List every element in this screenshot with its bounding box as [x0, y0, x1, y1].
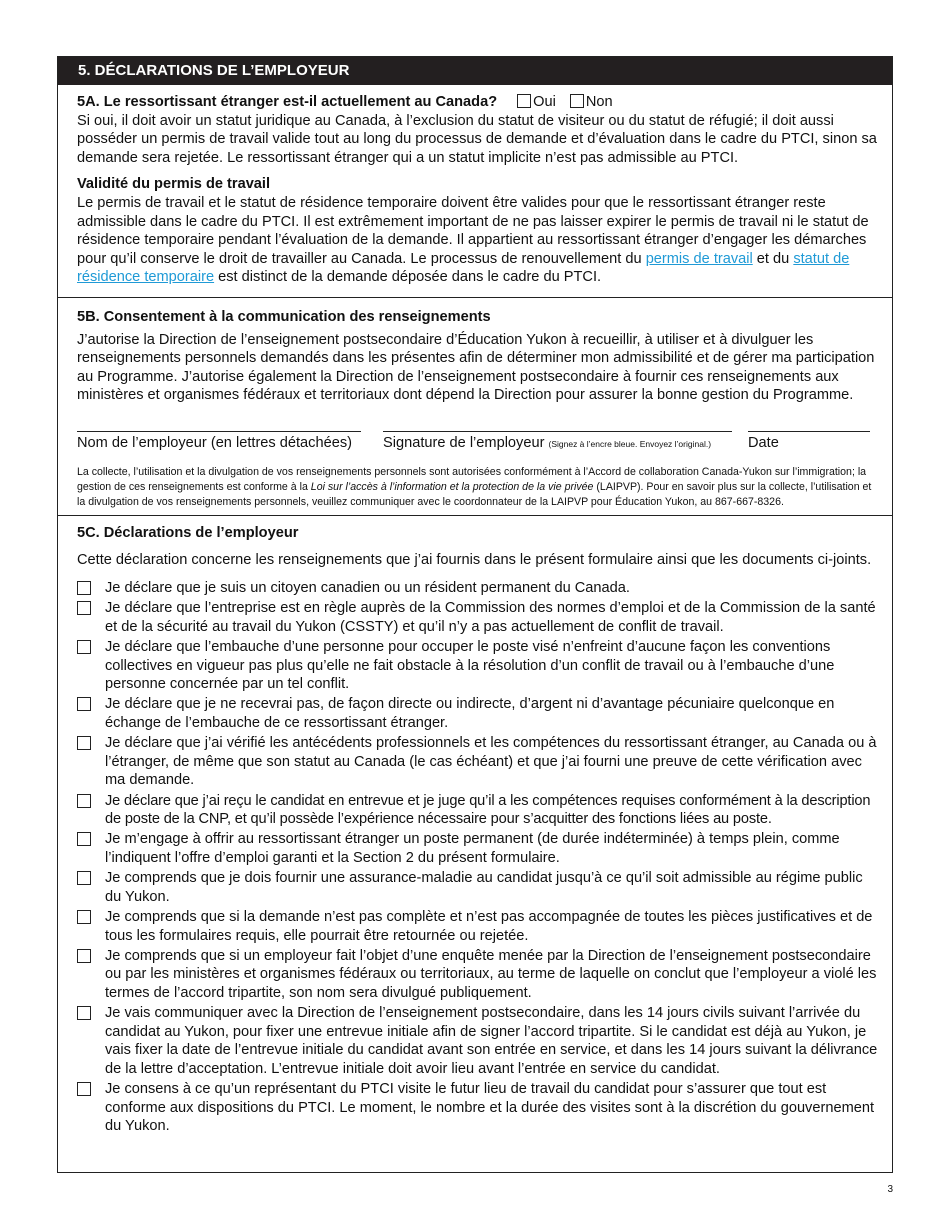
- declaration-checkbox[interactable]: [77, 832, 91, 846]
- declaration-text: Je vais communiquer avec la Direction de l’enseignement postsecondaire, dans les 14 jours civils suivant l’arrivée du candidat au Yukon, pour fixer une entrevue initiale afin de signer l’accord tripartite. Si le candidat est déjà au Yukon, je vais fixer la date de l’entrevue initiale du candidat avant son entrée en service, et dans les 14 jours suivant la délivrance de la lettre d’acceptation. L’entrevue initiale doit avoir lieu avant l’entrée en service du candidat.: [105, 1005, 878, 1077]
- declaration-text: Je m’engage à offrir au ressortissant étranger un poste permanent (de durée indéterminée) à temps plein, comme l’indiquent l’offre d’emploi garanti et la Section 2 du présent formulaire.: [105, 831, 840, 866]
- validity-body: Le permis de travail et le statut de résidence temporaire doivent être valides pour que le ressortissant étranger reste admissible dans le cadre du PTCI. Il est extrêmement important de ne pas laisser expirer le permis de travail ni le statut de résidence temporaire pendant l’évaluation de la demande. Il appartient au ressortissant étranger d’engager les démarches pour qu’il conserve le droit de travailler au Canada. Le processus de renouvellement du: [77, 194, 869, 267]
- employer-name-label: Nom de l’employeur (en lettres détachées): [77, 434, 352, 451]
- declaration-text: Je déclare que l’entreprise est en règle auprès de la Commission des normes d’emploi et de la Commission de la santé et de la sécurité au travail du Yukon (CSSTY) et qu’il n’y a pas actuellement de conflit de travail.: [105, 600, 876, 635]
- declaration-item: [77, 579, 882, 598]
- declaration-checkbox[interactable]: [77, 697, 91, 711]
- privacy-text-b: (LAIPVP). Pour en savoir plus sur la collecte, l’utilisation et la divulgation de vos renseignements personnels, veuillez communiquer avec le coordonnateur de la LAIPVP pour Éducation Yukon, au 867-667-8326.: [77, 480, 872, 508]
- validity-and: et du: [752, 250, 794, 267]
- declaration-item: [77, 908, 882, 945]
- oui-label: Oui: [533, 94, 556, 110]
- declaration-text: Je comprends que si un employeur fait l’objet d’une enquête menée par la Direction de l’enseignement postsecondaire ou par les ministères et organismes fédéraux ou territoriaux, au terme de laquelle on conclut que l’employeur a violé les termes de l’accord tripartite, son nom sera divulgué publiquement.: [105, 947, 877, 1001]
- signature-note: (Signez à l’encre bleue. Envoyez l’original.): [548, 438, 712, 449]
- page-number: 3: [887, 1184, 893, 1195]
- date-label: Date: [748, 434, 779, 451]
- declaration-checkbox[interactable]: [77, 794, 91, 808]
- declaration-text: Je comprends que je dois fournir une assurance-maladie au candidat jusqu’à ce qu’il soit admissible au régime public du Yukon.: [105, 870, 863, 905]
- declaration-item: [77, 792, 882, 829]
- question-5a: [77, 93, 882, 112]
- section-header: 5. DÉCLARATIONS DE L’EMPLOYEUR: [58, 57, 892, 85]
- declaration-text: Je consens à ce qu’un représentant du PTCI visite le futur lieu de travail du candidat pour s’assurer que tout est conforme aux dispositions du PTCI. Le moment, le nombre et la durée des visites sont à la discrétion du gouvernement du Yukon.: [105, 1081, 875, 1135]
- declaration-item: [77, 830, 882, 867]
- work-permit-link[interactable]: permis de travail: [645, 250, 753, 267]
- declaration-checkbox[interactable]: [77, 1082, 91, 1096]
- declaration-text: Je déclare que j’ai reçu le candidat en entrevue et je juge qu’il a les compétences requises conformément à la description de poste de la CNP, et qu’il possède l’expérience nécessaire pour s’acquitter des fonctions liées au poste.: [105, 792, 871, 828]
- declarations-list: [77, 579, 882, 1136]
- declarations-intro: Cette déclaration concerne les renseignements que j’ai fournis dans le présent formulaire ainsi que les documents ci-joints.: [77, 551, 872, 568]
- signature-label: Signature de l’employeur: [383, 434, 545, 451]
- consent-title: 5B. Consentement à la communication des renseignements: [77, 308, 491, 325]
- declaration-checkbox[interactable]: [77, 949, 91, 963]
- privacy-text-a: La collecte, l’utilisation et la divulgation de vos renseignements personnels sont autorisées conformément à l’Accord de collaboration Canada-Yukon sur l’immigration; la gestion de ces renseignements est conforme à la: [77, 465, 867, 493]
- section-5b: [58, 298, 892, 515]
- declaration-item: [77, 638, 882, 694]
- declaration-item: [77, 947, 882, 1003]
- declaration-item: [77, 695, 882, 732]
- declaration-checkbox[interactable]: [77, 871, 91, 885]
- declaration-item: [77, 1004, 882, 1078]
- privacy-notice: [77, 465, 882, 510]
- declaration-text: Je comprends que si la demande n’est pas complète et n’est pas accompagnée de toutes les pièces justificatives et de tous les formulaires requis, elle pourrait être retournée ou rejetée.: [105, 908, 873, 944]
- employer-name-field[interactable]: [77, 431, 361, 452]
- employer-signature-field[interactable]: [383, 431, 732, 453]
- privacy-law-name: Loi sur l’accès à l’information et la protection de la vie privée: [310, 480, 594, 493]
- validity-title: Validité du permis de travail: [77, 176, 271, 193]
- temporary-residence-link[interactable]: statut de résidence temporaire: [77, 250, 850, 286]
- question-5a-text: 5A. Le ressortissant étranger est-il actuellement au Canada?: [77, 94, 498, 110]
- non-label: Non: [585, 94, 613, 110]
- validity-text: [77, 194, 882, 287]
- declaration-item: [77, 1080, 882, 1136]
- declaration-item: [77, 599, 882, 636]
- declaration-item: [77, 869, 882, 906]
- oui-checkbox[interactable]: [517, 94, 531, 108]
- declaration-text: Je déclare que l’embauche d’une personne pour occuper le poste visé n’enfreint d’aucune façon les conventions collectives en vigueur pas plus qu’elle ne fait obstacle à la résolution d’un conflit de travail ou à l’embauche d’une personne concernée par un tel conflit.: [105, 639, 835, 693]
- status-requirement-text: Si oui, il doit avoir un statut juridique au Canada, à l’exclusion du statut de visiteur ou du statut de réfugié; il doit aussi posséder un permis de travail valide tout au long du processus de demande et d’évaluation dans le cadre du PTCI, sinon sa demande sera rejetée. Le ressortissant étranger qui a un statut implicite n’est pas admissible au PTCI.: [77, 112, 877, 166]
- declaration-item: [77, 734, 882, 790]
- declaration-checkbox[interactable]: [77, 601, 91, 615]
- declarations-title: 5C. Déclarations de l’employeur: [77, 524, 299, 541]
- declaration-checkbox[interactable]: [77, 581, 91, 595]
- declaration-text: Je déclare que j’ai vérifié les antécédents professionnels et les compétences du ressortissant étranger, au Canada ou à l’étranger, de même que son statut au Canada (le cas échéant) et que j’ai fourni une preuve de cette vérification avec ma demande.: [105, 735, 877, 789]
- signature-row: [77, 431, 882, 461]
- declaration-text: Je déclare que je suis un citoyen canadien ou un résident permanent du Canada.: [105, 580, 630, 597]
- declaration-checkbox[interactable]: [77, 736, 91, 750]
- declaration-checkbox[interactable]: [77, 1006, 91, 1020]
- declaration-text: Je déclare que je ne recevrai pas, de façon directe ou indirecte, d’argent ni d’avantage pécuniaire quelconque en échange de l’embauche de ce ressortissant étranger.: [105, 696, 835, 732]
- validity-tail: est distinct de la demande déposée dans le cadre du PTCI.: [214, 269, 602, 286]
- section-5c: [58, 516, 892, 1136]
- declarations-form: [57, 56, 893, 1173]
- declaration-checkbox[interactable]: [77, 640, 91, 654]
- date-field[interactable]: [748, 431, 870, 452]
- section-5a: [58, 85, 892, 297]
- non-checkbox[interactable]: [570, 94, 584, 108]
- declaration-checkbox[interactable]: [77, 910, 91, 924]
- consent-text: J’autorise la Direction de l’enseignement postsecondaire d’Éducation Yukon à recueillir, à utiliser et à divulguer les renseignements personnels demandés dans les présentes afin de déterminer mon admissibilité et de gérer ma participation au Programme. J’autorise également la Direction de l’enseignement postsecondaire à fournir ces renseignements aux ministères et organismes fédéraux et territoriaux dont dépend la Direction pour assurer la bonne gestion du Programme.: [77, 331, 875, 404]
